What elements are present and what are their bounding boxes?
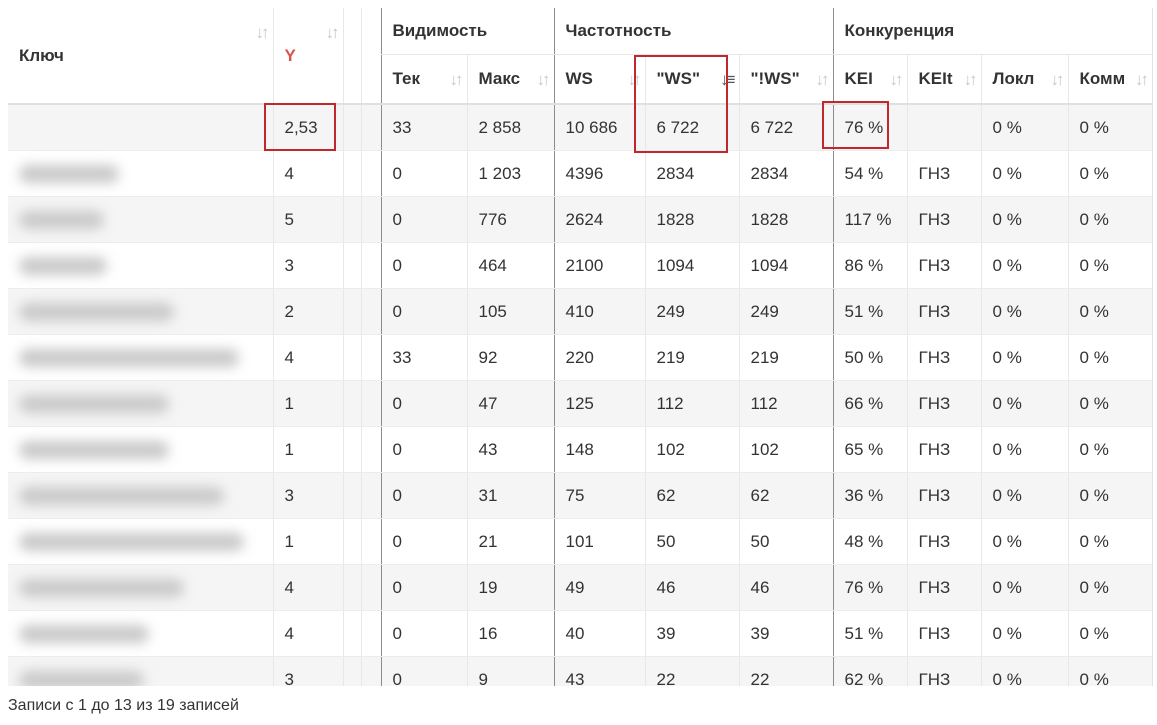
table-row: [8, 381, 1152, 427]
cell-kei: 51 %: [833, 611, 907, 657]
cell-lokl: 0 %: [981, 519, 1068, 565]
cell-komm: 0 %: [1068, 611, 1152, 657]
blurred-keyword: [19, 441, 169, 459]
cell-max: 464: [467, 243, 554, 289]
spacer-col: [343, 8, 361, 104]
cell-key: [8, 381, 273, 427]
cell-y: 3: [273, 243, 343, 289]
blurred-keyword: [19, 625, 149, 643]
col-header-key[interactable]: [8, 8, 273, 104]
cell-keit: ГНЗ: [907, 473, 981, 519]
col-header-max-label: Макс: [478, 69, 521, 88]
cell-quoted-ws: 6 722: [645, 104, 739, 151]
cell-exact-ws: 39: [739, 611, 833, 657]
table-row: [8, 335, 1152, 381]
sort-both-icon[interactable]: ↓↑: [889, 70, 901, 89]
cell-ws: 43: [554, 657, 645, 687]
cell-komm: 0 %: [1068, 289, 1152, 335]
cell-max: 1 203: [467, 151, 554, 197]
cell-max: 19: [467, 565, 554, 611]
cell-kei: 117 %: [833, 197, 907, 243]
blurred-keyword: [19, 349, 239, 367]
cell-y: 4: [273, 611, 343, 657]
cell-ws: 4396: [554, 151, 645, 197]
blurred-keyword: [19, 257, 107, 275]
cell-quoted-ws: 249: [645, 289, 739, 335]
cell-max: 21: [467, 519, 554, 565]
cell-exact-ws: 112: [739, 381, 833, 427]
sort-both-icon[interactable]: ↓↑: [255, 23, 267, 42]
cell-komm: 0 %: [1068, 519, 1152, 565]
cell-kei: 36 %: [833, 473, 907, 519]
col-header-exact-ws-label: "!WS": [750, 69, 800, 88]
blurred-keyword: [19, 165, 119, 183]
cell-y: 2,53: [273, 104, 343, 151]
cell-exact-ws: 50: [739, 519, 833, 565]
table-row: [8, 565, 1152, 611]
cell-tek: 0: [381, 473, 467, 519]
cell-quoted-ws: 1828: [645, 197, 739, 243]
cell-tek: 0: [381, 289, 467, 335]
sort-both-icon[interactable]: ↓↑: [536, 70, 548, 89]
cell-kei: 51 %: [833, 289, 907, 335]
cell-komm: 0 %: [1068, 335, 1152, 381]
cell-kei: 50 %: [833, 335, 907, 381]
cell-keit: [907, 104, 981, 151]
spacer-cell: [343, 473, 361, 519]
cell-keit: ГНЗ: [907, 381, 981, 427]
cell-key: [8, 565, 273, 611]
cell-exact-ws: 219: [739, 335, 833, 381]
col-header-max[interactable]: [467, 55, 554, 105]
cell-keit: ГНЗ: [907, 519, 981, 565]
sort-desc-icon[interactable]: ↓≡: [720, 70, 733, 89]
col-header-kei[interactable]: [833, 55, 907, 105]
cell-quoted-ws: 39: [645, 611, 739, 657]
cell-quoted-ws: 219: [645, 335, 739, 381]
cell-kei: 76 %: [833, 104, 907, 151]
sort-both-icon[interactable]: ↓↑: [1050, 70, 1062, 89]
cell-exact-ws: 1094: [739, 243, 833, 289]
blurred-keyword: [19, 579, 184, 597]
blurred-keyword: [19, 211, 104, 229]
highlight-box-kei-total: [822, 101, 889, 149]
cell-y: 1: [273, 427, 343, 473]
col-header-keit[interactable]: [907, 55, 981, 105]
cell-lokl: 0 %: [981, 104, 1068, 151]
blurred-keyword: [19, 395, 169, 413]
cell-quoted-ws: 102: [645, 427, 739, 473]
table-row: [8, 519, 1152, 565]
cell-y: 1: [273, 381, 343, 427]
spacer-cell: [361, 519, 381, 565]
cell-lokl: 0 %: [981, 151, 1068, 197]
spacer-cell: [361, 381, 381, 427]
cell-keit: ГНЗ: [907, 289, 981, 335]
cell-tek: 33: [381, 104, 467, 151]
cell-max: 16: [467, 611, 554, 657]
cell-komm: 0 %: [1068, 657, 1152, 687]
cell-max: 31: [467, 473, 554, 519]
cell-ws: 410: [554, 289, 645, 335]
spacer-cell: [361, 611, 381, 657]
cell-tek: 0: [381, 611, 467, 657]
spacer-cell: [343, 565, 361, 611]
cell-max: 43: [467, 427, 554, 473]
cell-key: [8, 243, 273, 289]
sort-both-icon[interactable]: ↓↑: [627, 70, 639, 89]
cell-key: [8, 473, 273, 519]
sort-both-icon[interactable]: ↓↑: [815, 70, 827, 89]
spacer-cell: [343, 104, 361, 151]
highlight-box-y-total: [264, 103, 336, 151]
table-row: [8, 289, 1152, 335]
cell-keit: ГНЗ: [907, 427, 981, 473]
cell-tek: 0: [381, 519, 467, 565]
col-header-komm[interactable]: [1068, 55, 1152, 105]
cell-kei: 66 %: [833, 381, 907, 427]
cell-ws: 40: [554, 611, 645, 657]
col-header-lokl-label: Локл: [992, 69, 1035, 88]
cell-y: 4: [273, 565, 343, 611]
cell-kei: 76 %: [833, 565, 907, 611]
cell-exact-ws: 1828: [739, 197, 833, 243]
cell-quoted-ws: 62: [645, 473, 739, 519]
cell-kei: 62 %: [833, 657, 907, 687]
cell-y: 3: [273, 473, 343, 519]
cell-komm: 0 %: [1068, 565, 1152, 611]
cell-tek: 0: [381, 657, 467, 687]
table-row: [8, 611, 1152, 657]
table-row: [8, 427, 1152, 473]
keywords-table-wrapper: [8, 8, 1153, 686]
cell-key: [8, 657, 273, 687]
cell-lokl: 0 %: [981, 381, 1068, 427]
cell-tek: 0: [381, 427, 467, 473]
cell-key: [8, 197, 273, 243]
cell-y: 5: [273, 197, 343, 243]
cell-quoted-ws: 2834: [645, 151, 739, 197]
spacer-cell: [343, 657, 361, 687]
cell-komm: 0 %: [1068, 104, 1152, 151]
cell-lokl: 0 %: [981, 197, 1068, 243]
cell-keit: ГНЗ: [907, 197, 981, 243]
summary-row: [8, 104, 1152, 151]
spacer-cell: [343, 381, 361, 427]
cell-key: [8, 427, 273, 473]
cell-ws: 10 686: [554, 104, 645, 151]
sort-both-icon[interactable]: ↓↑: [963, 70, 975, 89]
cell-y: 4: [273, 151, 343, 197]
cell-lokl: 0 %: [981, 473, 1068, 519]
sort-both-icon[interactable]: ↓↑: [325, 23, 337, 42]
group-header-frequency: Частотность: [554, 8, 833, 55]
cell-ws: 49: [554, 565, 645, 611]
cell-lokl: 0 %: [981, 657, 1068, 687]
spacer-cell: [343, 335, 361, 381]
cell-key: [8, 289, 273, 335]
cell-exact-ws: 102: [739, 427, 833, 473]
col-header-key-label: Ключ: [19, 45, 64, 65]
table-row: [8, 197, 1152, 243]
cell-ws: 2624: [554, 197, 645, 243]
blurred-keyword: [19, 303, 174, 321]
cell-exact-ws: 22: [739, 657, 833, 687]
table-body: [8, 104, 1152, 686]
blurred-keyword: [19, 487, 224, 505]
cell-tek: 0: [381, 565, 467, 611]
cell-keit: ГНЗ: [907, 611, 981, 657]
col-header-tek[interactable]: [381, 55, 467, 105]
cell-max: 9: [467, 657, 554, 687]
table-info-text: Записи с 1 до 13 из 19 записей: [8, 697, 239, 714]
table-row: [8, 243, 1152, 289]
col-header-lokl[interactable]: [981, 55, 1068, 105]
cell-max: 105: [467, 289, 554, 335]
cell-tek: 0: [381, 243, 467, 289]
spacer-cell: [361, 427, 381, 473]
cell-lokl: 0 %: [981, 565, 1068, 611]
cell-keit: ГНЗ: [907, 657, 981, 687]
cell-y: 2: [273, 289, 343, 335]
col-header-komm-label: Комм: [1079, 69, 1126, 88]
table-row: [8, 151, 1152, 197]
cell-komm: 0 %: [1068, 381, 1152, 427]
cell-max: 92: [467, 335, 554, 381]
cell-exact-ws: 62: [739, 473, 833, 519]
cell-key: [8, 151, 273, 197]
cell-komm: 0 %: [1068, 151, 1152, 197]
group-header-competition: Конкуренция: [833, 8, 1152, 55]
cell-key: [8, 519, 273, 565]
cell-ws: 148: [554, 427, 645, 473]
spacer-cell: [361, 335, 381, 381]
cell-ws: 75: [554, 473, 645, 519]
group-header-visibility: Видимость: [381, 8, 554, 55]
col-header-tek-label: Тек: [392, 69, 421, 88]
sort-both-icon[interactable]: ↓↑: [1135, 70, 1147, 89]
spacer-cell: [361, 289, 381, 335]
table-row: [8, 473, 1152, 519]
cell-ws: 101: [554, 519, 645, 565]
cell-quoted-ws: 112: [645, 381, 739, 427]
col-header-ws-label: WS: [565, 69, 593, 88]
cell-exact-ws: 249: [739, 289, 833, 335]
spacer-col: [361, 8, 381, 104]
cell-lokl: 0 %: [981, 611, 1068, 657]
cell-exact-ws: 2834: [739, 151, 833, 197]
col-header-y-label: Y: [284, 45, 296, 65]
spacer-cell: [361, 657, 381, 687]
col-header-exact-ws[interactable]: [739, 55, 833, 105]
spacer-cell: [361, 151, 381, 197]
spacer-cell: [361, 104, 381, 151]
cell-tek: 0: [381, 151, 467, 197]
cell-quoted-ws: 50: [645, 519, 739, 565]
cell-y: 1: [273, 519, 343, 565]
cell-komm: 0 %: [1068, 427, 1152, 473]
cell-max: 776: [467, 197, 554, 243]
cell-exact-ws: 6 722: [739, 104, 833, 151]
spacer-cell: [343, 197, 361, 243]
blurred-keyword: [19, 671, 144, 686]
spacer-cell: [361, 473, 381, 519]
cell-keit: ГНЗ: [907, 565, 981, 611]
keywords-table: [8, 8, 1152, 686]
cell-lokl: 0 %: [981, 427, 1068, 473]
cell-quoted-ws: 1094: [645, 243, 739, 289]
spacer-cell: [343, 427, 361, 473]
cell-tek: 33: [381, 335, 467, 381]
cell-max: 2 858: [467, 104, 554, 151]
spacer-cell: [343, 151, 361, 197]
spacer-cell: [361, 243, 381, 289]
cell-key: [8, 611, 273, 657]
cell-komm: 0 %: [1068, 197, 1152, 243]
cell-lokl: 0 %: [981, 243, 1068, 289]
cell-ws: 2100: [554, 243, 645, 289]
spacer-cell: [343, 519, 361, 565]
cell-komm: 0 %: [1068, 473, 1152, 519]
cell-key: [8, 104, 273, 151]
spacer-cell: [361, 197, 381, 243]
cell-ws: 220: [554, 335, 645, 381]
cell-quoted-ws: 46: [645, 565, 739, 611]
cell-kei: 86 %: [833, 243, 907, 289]
spacer-cell: [343, 611, 361, 657]
group-header-row: [8, 8, 1152, 55]
spacer-cell: [361, 565, 381, 611]
cell-kei: 65 %: [833, 427, 907, 473]
cell-komm: 0 %: [1068, 243, 1152, 289]
cell-lokl: 0 %: [981, 335, 1068, 381]
highlight-box-quoted-ws: [634, 55, 728, 153]
cell-keit: ГНЗ: [907, 151, 981, 197]
cell-y: 3: [273, 657, 343, 687]
cell-tek: 0: [381, 381, 467, 427]
cell-ws: 125: [554, 381, 645, 427]
col-header-keit-label: KEIt: [918, 69, 953, 88]
cell-key: [8, 335, 273, 381]
table-row: [8, 657, 1152, 687]
col-header-quoted-ws-label: "WS": [656, 69, 701, 88]
spacer-cell: [343, 289, 361, 335]
col-header-kei-label: KEI: [844, 69, 873, 88]
cell-kei: 54 %: [833, 151, 907, 197]
spacer-cell: [343, 243, 361, 289]
cell-keit: ГНЗ: [907, 243, 981, 289]
blurred-keyword: [19, 533, 244, 551]
cell-lokl: 0 %: [981, 289, 1068, 335]
col-header-y[interactable]: [273, 8, 343, 104]
cell-exact-ws: 46: [739, 565, 833, 611]
cell-max: 47: [467, 381, 554, 427]
cell-tek: 0: [381, 197, 467, 243]
cell-kei: 48 %: [833, 519, 907, 565]
sort-both-icon[interactable]: ↓↑: [449, 70, 461, 89]
cell-quoted-ws: 22: [645, 657, 739, 687]
cell-y: 4: [273, 335, 343, 381]
cell-keit: ГНЗ: [907, 335, 981, 381]
col-header-ws[interactable]: [554, 55, 645, 105]
